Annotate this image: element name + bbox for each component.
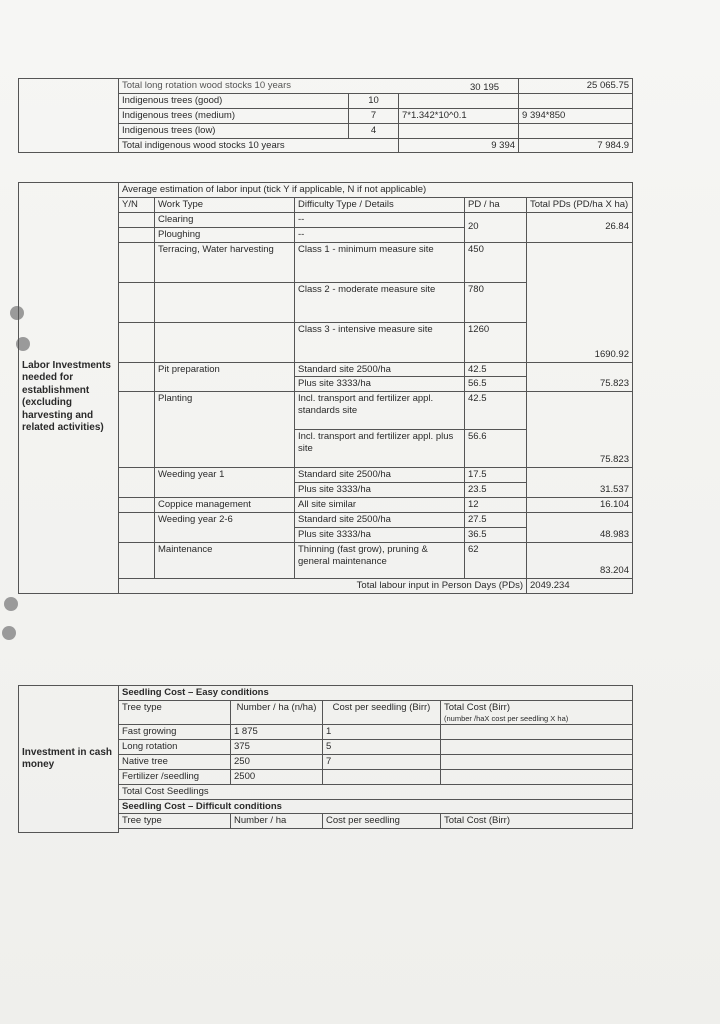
seed-type: Native tree: [119, 754, 231, 769]
weed1-total: 31.537: [527, 468, 633, 498]
seed-number: 250: [231, 754, 323, 769]
work-weeding26: Weeding year 2-6: [155, 512, 295, 542]
maint-total: 83.204: [527, 542, 633, 578]
h-total: Total Cost (Birr) (number /haX cost per seedling X ha): [441, 700, 633, 724]
h-cost: Cost per seedling (Birr): [323, 700, 441, 724]
header-difficulty: Difficulty Type / Details: [295, 197, 465, 212]
plant-plus-pd: 56.6: [465, 430, 527, 468]
weed1-std-pd: 17.5: [465, 468, 527, 483]
h-number: Number / ha (n/ha): [231, 700, 323, 724]
labor-total-value: 2049.234: [527, 578, 633, 593]
d-cost: Cost per seedling: [323, 814, 441, 829]
cash-section-label: Investment in cash money: [19, 686, 119, 833]
pit-std-pd: 42.5: [465, 362, 527, 377]
pit-plus-pd: 56.5: [465, 377, 527, 392]
header-work-type: Work Type: [155, 197, 295, 212]
clear-plough-total: 26.84: [527, 212, 633, 242]
h-total-sub: (number /haX cost per seedling X ha): [444, 713, 569, 723]
weed26-total: 48.983: [527, 512, 633, 542]
work-pit: Pit preparation: [155, 362, 295, 392]
coppice-total: 16.104: [527, 498, 633, 513]
class2-pd: 780: [465, 282, 527, 322]
indig-total-label: Total indigenous wood stocks 10 years: [119, 138, 399, 153]
d-tree-type: Tree type: [119, 814, 231, 829]
seed-cost: 7: [323, 754, 441, 769]
clear-plough-pd: 20: [465, 212, 527, 242]
wood-stocks-table: [18, 78, 633, 153]
d-total: Total Cost (Birr): [441, 814, 633, 829]
cash-table: [18, 685, 633, 833]
class3-pd: 1260: [465, 322, 527, 362]
d-number: Number / ha: [231, 814, 323, 829]
indig-medium-v2: 9 394*850: [519, 108, 633, 123]
indig-low-label: Indigenous trees (low): [119, 123, 349, 138]
long-rotation-v1: 30 195: [470, 82, 500, 93]
weed26-plus-pd: 36.5: [465, 527, 527, 542]
seed-cost: [323, 769, 441, 784]
seed-number: 1 875: [231, 725, 323, 740]
class2: Class 2 - moderate measure site: [295, 282, 465, 322]
indig-medium-num: 7: [349, 108, 399, 123]
work-maintenance: Maintenance: [155, 542, 295, 578]
indig-low-num: 4: [349, 123, 399, 138]
indig-medium-label: Indigenous trees (medium): [119, 108, 349, 123]
terracing-total: 1690.92: [527, 242, 633, 362]
work-ploughing: Ploughing: [155, 227, 295, 242]
seed-type: Long rotation: [119, 740, 231, 755]
class3: Class 3 - intensive measure site: [295, 322, 465, 362]
h-tree-type: Tree type: [119, 700, 231, 724]
long-rotation-label: Total long rotation wood stocks 10 years: [119, 79, 519, 94]
header-total: Total PDs (PD/ha X ha): [527, 197, 633, 212]
work-weeding1: Weeding year 1: [155, 468, 295, 498]
labor-intro: Average estimation of labor input (tick Y if applicable, N if not applicable): [119, 183, 633, 198]
class1-pd: 450: [465, 242, 527, 282]
work-planting: Planting: [155, 392, 295, 468]
plant-total: 75.823: [527, 392, 633, 468]
easy-title: Seedling Cost – Easy conditions: [119, 686, 633, 701]
indig-total-v1: 9 394: [399, 138, 519, 153]
indig-total-v2: 7 984.9: [519, 138, 633, 153]
punch-hole: [4, 597, 18, 611]
labor-total-label: Total labour input in Person Days (PDs): [119, 578, 527, 593]
seed-number: 2500: [231, 769, 323, 784]
plant-plus: Incl. transport and fertilizer appl. plus site: [295, 430, 465, 468]
work-coppice: Coppice management: [155, 498, 295, 513]
punch-hole: [2, 626, 16, 640]
plant-std: Incl. transport and fertilizer appl. standards site: [295, 392, 465, 430]
indig-good-num: 10: [349, 93, 399, 108]
long-rotation-v2: 25 065.75: [519, 79, 633, 94]
work-terracing: Terracing, Water harvesting: [155, 242, 295, 282]
labor-table: Labor Investments needed for establishment (excluding harvesting and related activities) Average estimation of labor input (tick Y if applicable, N if not applicable) Y/N Work Type Difficulty Type / Details PD / ha Total PDs (PD/ha X ha) Clearing -- 20 26.84 Ploughing -- Terracing, Water harvesting Class 1 - minimum measure site 450 1690.92 Class 2 - moderate measure site 780 Class 3 - intensive measure site 1260 Pit preparation Standard site 2500/ha 42.5 75.823 Plus site 3333/ha 56.5 Planting Incl. transport and fertilizer appl. standards site 42.5 75.823 Incl. transport and fertilizer appl. plus site 56.6 Weeding year 1 Standard site 2500/ha 17.5 31.537 Plus site 3333/ha 23.5 Coppice management All site similar 12 16.104 Weeding year 2-6 Standard site 2500/ha 27.5 48.983 Plus site 3333/ha 36.5 Maintenance Thinning (fast grow), pruning & general maintenance 62 83.204 Total labour input in Person Days (PDs) 2049.234: [18, 182, 633, 594]
indig-medium-formula: 7*1.342*10^0.1: [399, 108, 519, 123]
seed-cost: 5: [323, 740, 441, 755]
weed1-plus-pd: 23.5: [465, 483, 527, 498]
seed-cost: 1: [323, 725, 441, 740]
plant-std-pd: 42.5: [465, 392, 527, 430]
work-clearing: Clearing: [155, 212, 295, 227]
indig-good-label: Indigenous trees (good): [119, 93, 349, 108]
total-cost-seedlings: Total Cost Seedlings: [119, 784, 633, 799]
seed-type: Fast growing: [119, 725, 231, 740]
blank-section-cell: [19, 79, 119, 153]
seed-type: Fertilizer /seedling: [119, 769, 231, 784]
difficult-title: Seedling Cost – Difficult conditions: [119, 799, 633, 814]
header-yn: Y/N: [119, 197, 155, 212]
pit-total: 75.823: [527, 362, 633, 392]
labor-section-label: Labor Investments needed for establishment (excluding harvesting and related activities): [19, 183, 119, 594]
class1: Class 1 - minimum measure site: [295, 242, 465, 282]
coppice-pd: 12: [465, 498, 527, 513]
maint-pd: 62: [465, 542, 527, 578]
seed-number: 375: [231, 740, 323, 755]
header-pd: PD / ha: [465, 197, 527, 212]
weed26-std-pd: 27.5: [465, 512, 527, 527]
maint-detail: Thinning (fast grow), pruning & general maintenance: [295, 542, 465, 578]
